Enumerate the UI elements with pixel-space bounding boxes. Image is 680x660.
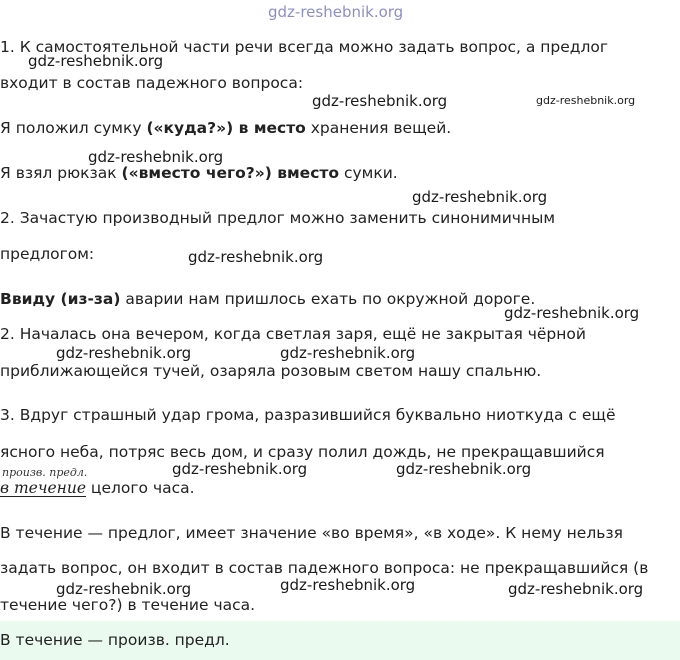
text-line-3 xyxy=(0,118,451,138)
underlined-preposition: в течение xyxy=(0,479,86,497)
watermark: gdz-reshebnik.org xyxy=(504,304,640,322)
watermark: gdz-reshebnik.org xyxy=(280,576,416,594)
watermark: gdz-reshebnik.org xyxy=(508,580,644,598)
annotation-label: произв. предл. xyxy=(2,466,88,479)
text-line-5: 2. Зачастую производный предлог можно заменить синонимичным xyxy=(0,209,556,227)
text-line-11: ясного неба, потряс весь дом, и сразу полил дождь, не прекращавшийся xyxy=(0,443,605,461)
watermark: gdz-reshebnik.org xyxy=(412,188,548,206)
watermark-top: gdz-reshebnik.org xyxy=(268,3,404,21)
text-line-13: В течение — предлог, имеет значение «во время», «в ходе». К нему нельзя xyxy=(0,524,623,542)
text-line-2: входит в состав падежного вопроса: xyxy=(0,74,304,92)
answer-text: В течение — произв. предл. xyxy=(0,631,230,649)
text-plain: хранения вещей. xyxy=(305,119,452,137)
watermark: gdz-reshebnik.org xyxy=(88,148,224,166)
text-line-1: 1. К самостоятельной части речи всегда можно задать вопрос, а предлог xyxy=(0,38,609,56)
text-line-14: задать вопрос, он входит в состав падежного вопроса: не прекращавшийся (в xyxy=(0,559,649,577)
text-line-8: 2. Началась она вечером, когда светлая заря, ещё не закрытая чёрной xyxy=(0,325,586,343)
text-plain: Я положил сумку xyxy=(0,119,147,137)
watermark: gdz-reshebnik.org xyxy=(188,248,324,266)
watermark-small: gdz-reshebnik.org xyxy=(536,94,636,107)
watermark: gdz-reshebnik.org xyxy=(28,52,164,70)
text-line-4 xyxy=(0,163,398,183)
text-plain: сумки. xyxy=(339,164,398,182)
text-line-10: 3. Вдруг страшный удар грома, разразившийся буквально ниоткуда с ещё xyxy=(0,406,616,424)
text-bold: («вместо чего?») вместо xyxy=(121,164,340,182)
text-line-12 xyxy=(0,478,195,498)
watermark: gdz-reshebnik.org xyxy=(280,344,416,362)
text-bold: («куда?») в место xyxy=(146,119,306,137)
text-line-15: течение чего?) в течение часа. xyxy=(0,596,256,614)
watermark: gdz-reshebnik.org xyxy=(312,92,448,110)
text-plain: целого часа. xyxy=(86,479,195,497)
text-line-7 xyxy=(0,289,535,309)
text-line-6: предлогом: xyxy=(0,245,95,263)
text-bold: Ввиду (из-за) xyxy=(0,290,121,308)
text-plain: Я взял рюкзак xyxy=(0,164,122,182)
text-line-9: приближающейся тучей, озаряла розовым светом нашу спальню. xyxy=(0,362,542,380)
watermark: gdz-reshebnik.org xyxy=(396,460,532,478)
text-plain: аварии нам пришлось ехать по окружной дороге. xyxy=(120,290,536,308)
watermark: gdz-reshebnik.org xyxy=(172,460,308,478)
watermark: gdz-reshebnik.org xyxy=(56,344,192,362)
watermark: gdz-reshebnik.org xyxy=(56,580,192,598)
